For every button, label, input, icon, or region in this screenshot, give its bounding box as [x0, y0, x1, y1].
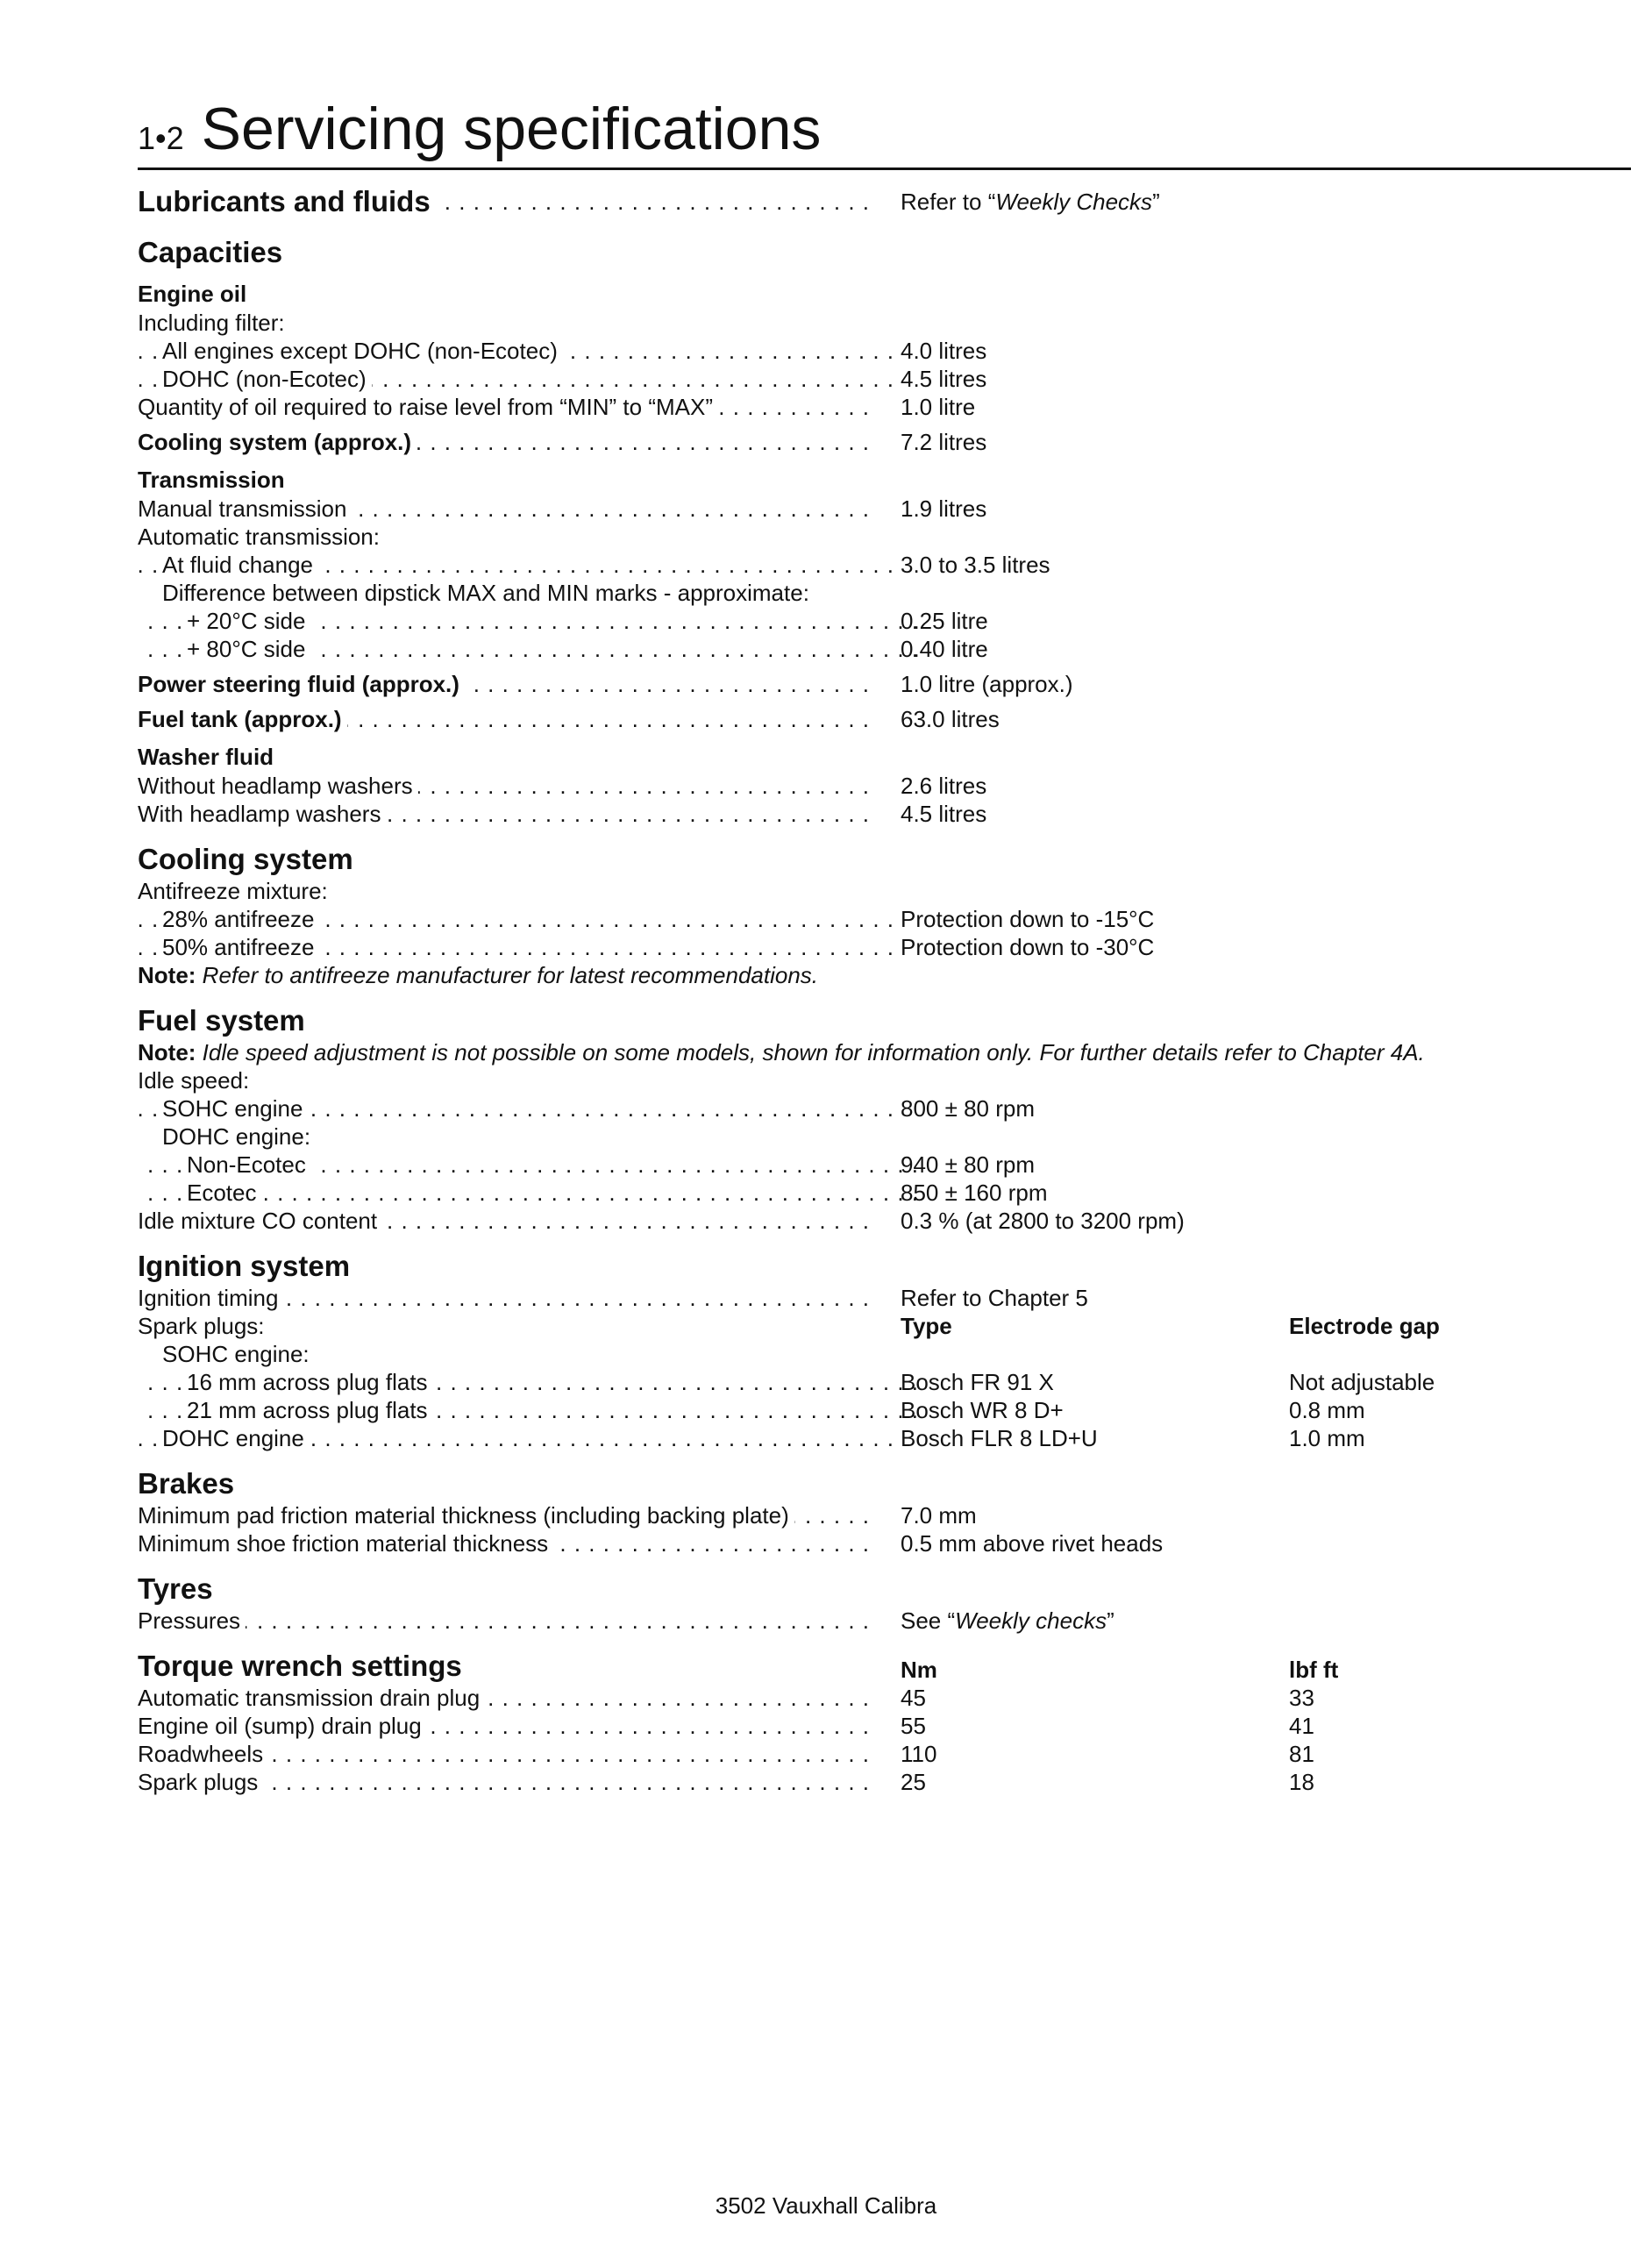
page-header [138, 95, 1628, 163]
spec-row: All engines except DOHC (non-Ecotec) . . . 4.0 litres [138, 337, 1628, 365]
section-brakes: Brakes [138, 1467, 235, 1500]
spec-row: 16 mm across plug flats . . . Bosch FR 91 X Not adjustable [138, 1368, 1628, 1396]
page-number: 1•2 [138, 120, 184, 156]
table-row: Engine oil (sump) drain plug . . . 55 41 [138, 1712, 1628, 1740]
spec-row: SOHC engine . . . 800 ± 80 rpm [138, 1094, 1628, 1122]
table-row: Automatic transmission drain plug . . . 45 33 [138, 1684, 1628, 1712]
spec-row: Ignition timing . . . Refer to Chapter 5 [138, 1284, 1628, 1312]
page-title: Servicing specifications [201, 96, 822, 162]
lubricants-label: Lubricants and fluids [138, 185, 436, 217]
spec-row: 50% antifreeze . . . Protection down to -30°C [138, 933, 1628, 961]
spec-row: Without headlamp washers . . . 2.6 litres [138, 772, 1628, 800]
lubricants-row [138, 182, 1628, 221]
spec-row: Manual transmission . . . 1.9 litres [138, 495, 1628, 523]
spec-row: Antifreeze mixture: [138, 877, 1628, 905]
lubricants-value: Refer to “Weekly Checks” [901, 189, 1160, 215]
spec-row: Non-Ecotec . . . 940 ± 80 rpm [138, 1151, 1628, 1179]
spec-row: Spark plugs: Type Electrode gap [138, 1313, 1440, 1339]
spec-row: Idle speed: [138, 1066, 1628, 1094]
page-footer: 3502 Vauxhall Calibra [715, 2192, 937, 2219]
section-torque [138, 1649, 1628, 1684]
spec-row: Idle mixture CO content . . . 0.3 % (at 2800 to 3200 rpm) [138, 1207, 1628, 1235]
spec-row: Pressures . . . See “Weekly checks” [138, 1607, 1628, 1635]
spec-row: At fluid change . . . 3.0 to 3.5 litres [138, 551, 1628, 579]
spec-row: SOHC engine: [138, 1340, 1628, 1368]
section-cooling-system: Cooling system [138, 843, 353, 875]
spec-row: Automatic transmission: [138, 523, 1628, 551]
spec-content [138, 182, 1628, 1796]
spec-row: Difference between dipstick MAX and MIN marks - approximate: [138, 579, 1628, 607]
section-capacities: Capacities [138, 236, 283, 268]
spec-row: + 20°C side . . . 0.25 litre [138, 607, 1628, 635]
spec-row: Minimum pad friction material thickness (including backing plate) . . . 7.0 mm [138, 1501, 1628, 1529]
cooling-note: Note: Refer to antifreeze manufacturer for latest recommendations. [138, 962, 819, 988]
section-ignition-system: Ignition system [138, 1250, 351, 1282]
sub-washer-fluid: Washer fluid [138, 744, 274, 770]
spec-row: Quantity of oil required to raise level from “MIN” to “MAX” . . . 1.0 litre [138, 393, 1628, 421]
spec-row: DOHC engine . . . Bosch FLR 8 LD+U 1.0 mm [138, 1424, 1628, 1452]
torque-heading: Torque wrench settings [138, 1650, 462, 1682]
section-tyres: Tyres [138, 1572, 213, 1605]
sub-transmission: Transmission [138, 467, 285, 493]
section-fuel-system: Fuel system [138, 1004, 305, 1037]
spec-row: DOHC engine: [138, 1122, 1628, 1151]
spec-row: Including filter: [138, 309, 1628, 337]
sub-engine-oil: Engine oil [138, 281, 247, 307]
torque-col-nm: Nm [901, 1657, 937, 1683]
spec-row: Power steering fluid (approx.) . . . 1.0 litre (approx.) [138, 670, 1628, 698]
spec-row: 21 mm across plug flats . . . Bosch WR 8 D+ 0.8 mm [138, 1396, 1628, 1424]
spec-row: Minimum shoe friction material thickness . . . 0.5 mm above rivet heads [138, 1529, 1628, 1557]
table-row: Roadwheels . . . 110 81 [138, 1740, 1628, 1768]
header-rule [138, 167, 1631, 170]
spec-row: Fuel tank (approx.) . . . 63.0 litres [138, 705, 1628, 733]
spec-row: + 80°C side . . . 0.40 litre [138, 635, 1628, 663]
spec-row: Ecotec . . . 850 ± 160 rpm [138, 1179, 1628, 1207]
table-row: Spark plugs . . . 25 18 [138, 1768, 1628, 1796]
spec-row: Cooling system (approx.) . . . 7.2 litres [138, 428, 1628, 456]
spec-row: With headlamp washers . . . 4.5 litres [138, 800, 1628, 828]
torque-col-lbf: lbf ft [1289, 1657, 1339, 1683]
spec-row: 28% antifreeze . . . Protection down to -15°C [138, 905, 1628, 933]
spec-row: DOHC (non-Ecotec) . . . 4.5 litres [138, 365, 1628, 393]
fuel-note: Note: Idle speed adjustment is not possible on some models, shown for information only. For further details refer to Chapter 4A. [138, 1039, 1425, 1065]
